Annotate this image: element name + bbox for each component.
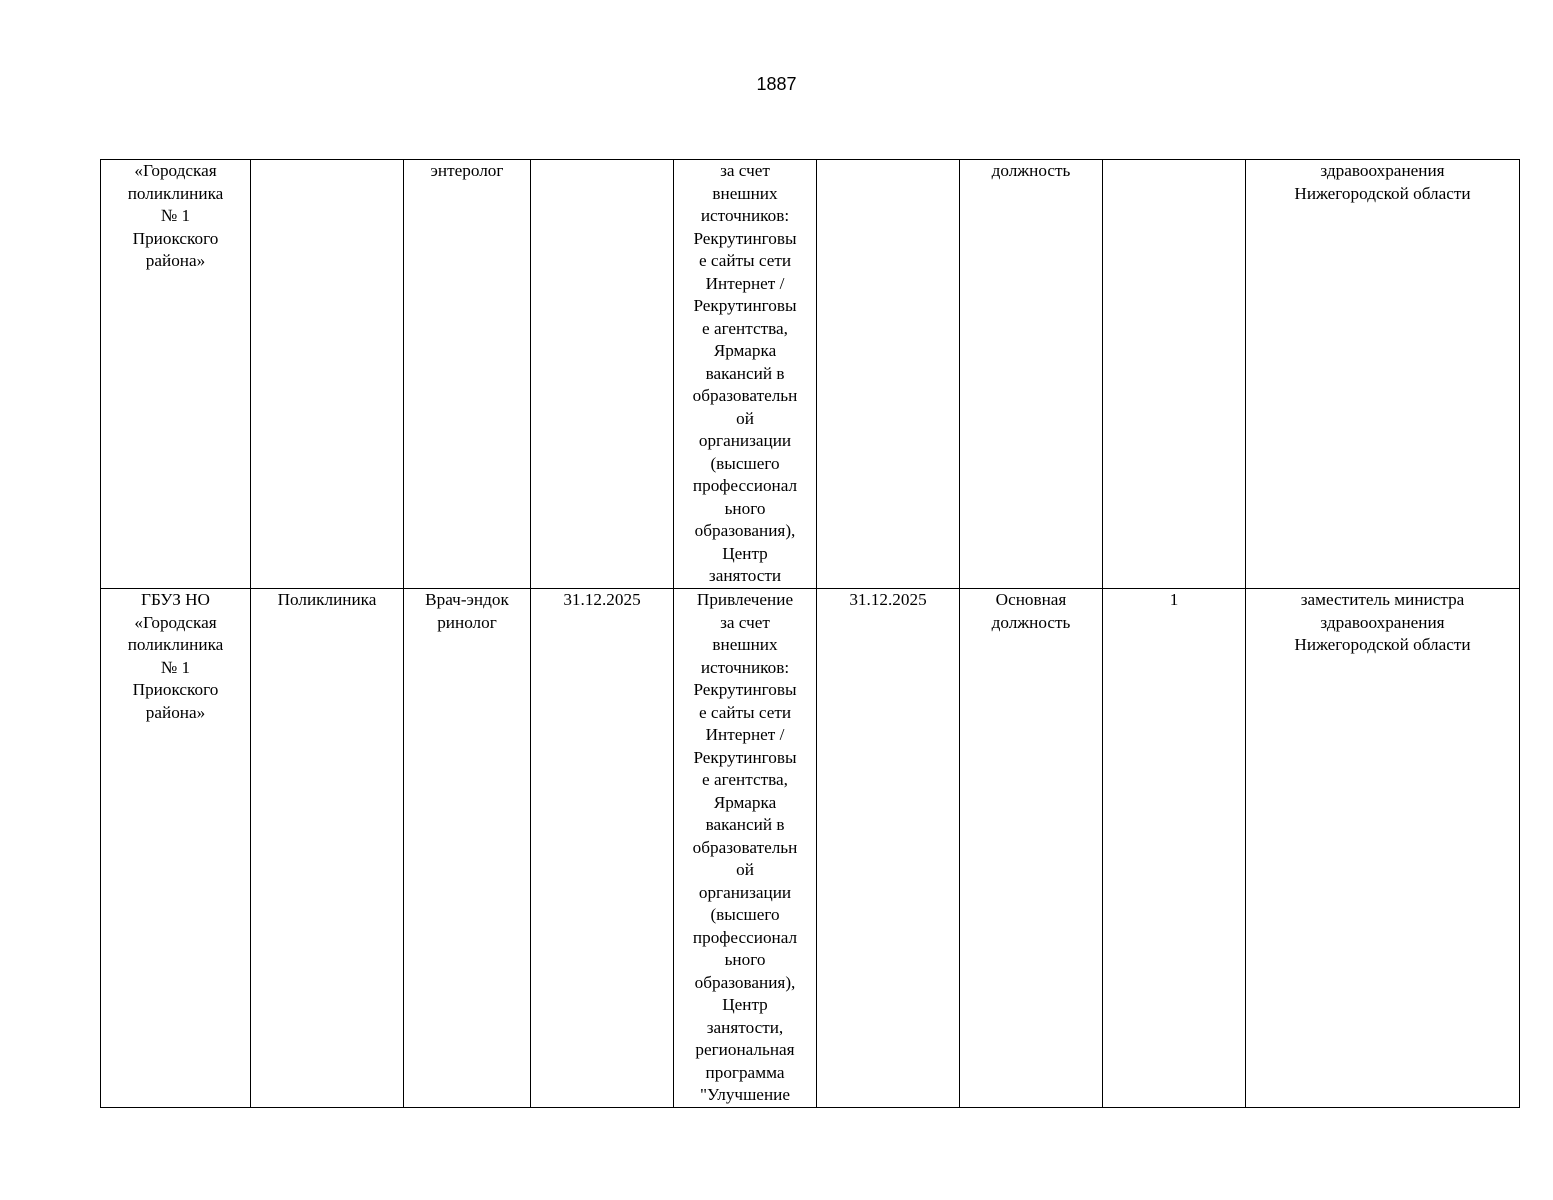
cell-text-line: района»	[145, 251, 206, 270]
cell-text-line: (высшего	[710, 453, 780, 473]
position-type-cell	[960, 589, 1103, 1108]
cell-text-line: (высшего	[710, 905, 780, 924]
responsible-cell	[1246, 160, 1520, 589]
cell-text-line: поликлиника	[127, 183, 224, 203]
vacancy-table	[100, 159, 1520, 1108]
cell-text-line: внешних	[712, 635, 778, 654]
cell-text-line: Основная	[995, 590, 1067, 609]
cell-text-line: Ярмарка	[713, 341, 777, 360]
cell-text-line: ГБУЗ НО	[141, 590, 210, 609]
cell-text-line: ьного	[724, 950, 766, 969]
cell-text-line: программа	[705, 1062, 785, 1082]
cell-text-line: образовательн	[692, 386, 798, 405]
position-cell	[404, 589, 531, 1108]
recruitment-method-cell	[674, 160, 817, 589]
date-cell	[817, 589, 960, 1108]
position-type-cell	[960, 160, 1103, 589]
cell-text-line: Интернет /	[705, 725, 785, 744]
cell-text-line: 31.12.2025	[563, 590, 641, 609]
cell-text-line: № 1	[160, 657, 191, 677]
cell-text-line: № 1	[160, 206, 191, 225]
cell-text-line: Рекрутинговы	[693, 680, 797, 699]
cell-text-line: 1	[1169, 590, 1179, 609]
cell-text-line: образования),	[694, 972, 796, 992]
cell-text-line: ой	[736, 408, 754, 428]
cell-text-line: Рекрутинговы	[693, 296, 797, 315]
cell-text-line: Приокского	[132, 680, 219, 699]
deadline-cell	[531, 160, 674, 589]
cell-text-line: образования),	[694, 521, 796, 540]
cell-text-line: профессионал	[692, 476, 798, 495]
cell-text-line: Поликлиника	[277, 590, 377, 609]
cell-text-line: вакансий в	[705, 815, 785, 834]
organization-cell	[101, 160, 251, 589]
cell-text-line: района»	[145, 702, 206, 722]
department-cell	[251, 589, 404, 1108]
cell-text-line: заместитель министра	[1300, 590, 1465, 609]
cell-text-line: ринолог	[437, 612, 497, 632]
cell-text-line: ой	[736, 860, 754, 879]
cell-text-line: источников:	[700, 657, 790, 677]
date-cell	[817, 160, 960, 589]
cell-text-line: должность	[991, 161, 1071, 180]
cell-text-line: поликлиника	[127, 635, 224, 654]
cell-text-line: «Городская	[134, 161, 217, 180]
cell-text-line: региональная	[695, 1040, 795, 1059]
cell-text-line: за счет	[720, 612, 770, 632]
recruitment-method-cell	[674, 589, 817, 1108]
cell-text-line: образовательн	[692, 837, 798, 857]
department-cell	[251, 160, 404, 589]
cell-text-line: энтеролог	[430, 161, 504, 180]
cell-text-line: «Городская	[134, 612, 217, 632]
organization-cell	[101, 589, 251, 1108]
cell-text-line: Привлечение	[696, 590, 794, 609]
cell-text-line: е сайты сети	[698, 702, 792, 722]
cell-text-line: Центр	[722, 543, 768, 563]
cell-text-line: источников:	[700, 206, 790, 225]
cell-text-line: Нижегородской области	[1294, 635, 1471, 654]
cell-text-line: Интернет /	[705, 273, 785, 293]
cell-text-line: е сайты сети	[698, 251, 792, 270]
table-row	[101, 160, 1520, 589]
position-cell	[404, 160, 531, 589]
cell-text-line: е агентства,	[702, 318, 788, 338]
cell-text-line: 31.12.2025	[849, 590, 927, 609]
count-cell	[1103, 589, 1246, 1108]
cell-text-line: здравоохранения	[1320, 612, 1445, 632]
cell-text-line: Приокского	[132, 228, 219, 248]
deadline-cell	[531, 589, 674, 1108]
cell-text-line: профессионал	[692, 927, 798, 947]
cell-text-line: Центр	[722, 995, 768, 1014]
cell-text-line: Ярмарка	[713, 792, 777, 812]
cell-text-line: внешних	[712, 183, 778, 203]
page-number: 1887	[756, 74, 797, 94]
cell-text-line: за счет	[720, 161, 770, 180]
cell-text-line: вакансий в	[705, 363, 785, 383]
cell-text-line: занятости,	[706, 1017, 784, 1037]
cell-text-line: ьного	[724, 498, 766, 518]
cell-text-line: Рекрутинговы	[693, 747, 797, 767]
cell-text-line: Врач-эндок	[425, 590, 509, 609]
cell-text-line: должность	[991, 612, 1071, 632]
count-cell	[1103, 160, 1246, 589]
cell-text-line: "Улучшение	[700, 1085, 790, 1104]
cell-text-line: здравоохранения	[1320, 161, 1445, 180]
cell-text-line: е агентства,	[702, 770, 788, 789]
cell-text-line: Нижегородской области	[1294, 183, 1471, 203]
cell-text-line: занятости	[708, 566, 782, 585]
responsible-cell	[1246, 589, 1520, 1108]
cell-text-line: Рекрутинговы	[693, 228, 797, 248]
cell-text-line: организации	[698, 431, 792, 450]
table-row	[101, 589, 1520, 1108]
cell-text-line: организации	[698, 882, 792, 902]
